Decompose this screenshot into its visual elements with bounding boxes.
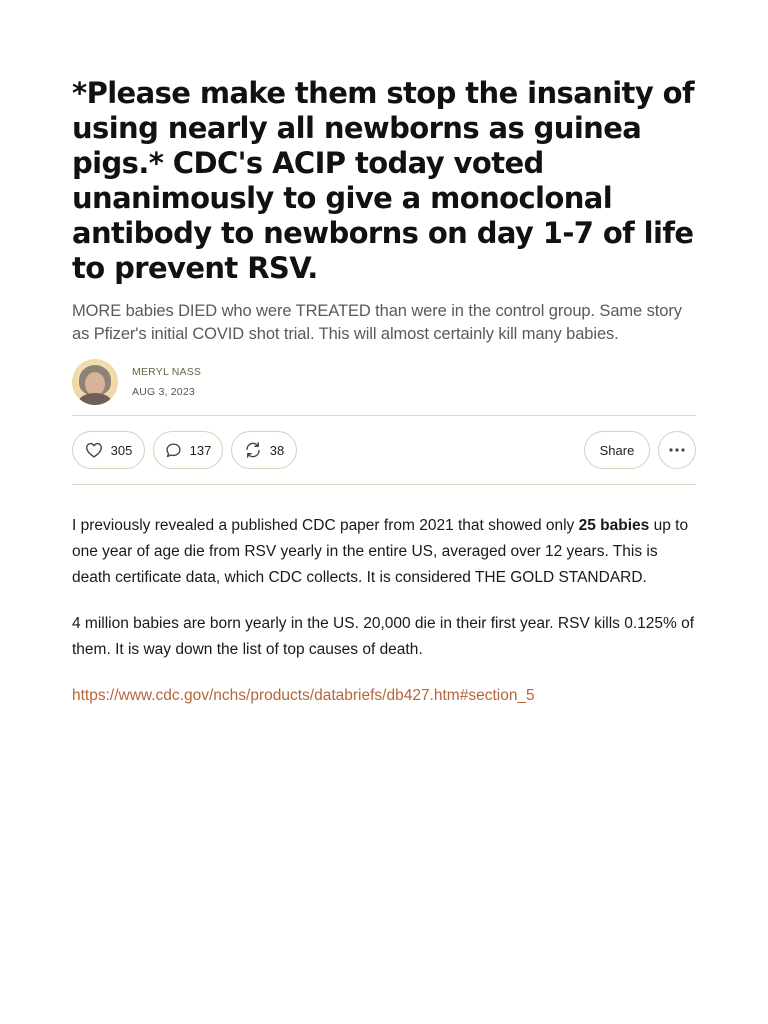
p1-text-end: up to one year of age die from RSV yearly in the entire US, averaged over 12 years. This is death certificate data, which CDC collects. It is considered THE GOLD STANDARD. [72,517,689,586]
body-paragraph-1 [72,513,696,591]
post-date: AUG 3, 2023 [132,386,195,398]
speech-bubble-icon [165,442,182,459]
p1-text-start: I previously revealed a published CDC paper from 2021 that showed only [72,517,579,534]
divider-bottom [72,484,696,485]
post-actions-bar [72,416,696,484]
share-button[interactable] [584,431,650,469]
heart-icon [85,442,103,458]
like-button[interactable] [72,431,145,469]
comment-count: 137 [189,442,212,458]
body-paragraph-3 [72,683,696,709]
byline-text [132,362,201,402]
byline [72,358,696,406]
restack-count: 38 [269,442,285,458]
like-count: 305 [110,442,133,458]
cdc-databrief-link[interactable]: https://www.cdc.gov/nchs/products/databriefs/db427.htm#section_5 [72,687,535,704]
avatar-shoulders [78,393,112,405]
share-label: Share [599,442,635,458]
more-options-button[interactable] [658,431,696,469]
author-avatar[interactable] [72,359,118,405]
p1-bold-text: 25 babies [578,517,650,534]
restack-arrows-icon [244,441,262,459]
post-title: *Please make them stop the insanity of using nearly all newborns as guinea pigs.* CDC's ACIP today voted unanimously to give a monoclonal antibody to newborns on day 1-7 of life to prevent RSV. [72,76,694,285]
ellipsis-icon [669,448,685,452]
comment-button[interactable] [153,431,223,469]
restack-button[interactable] [231,431,297,469]
post-subtitle: MORE babies DIED who were TREATED than were in the control group. Same story as Pfizer's initial COVID shot trial. This will almost certainly kill many babies. [72,302,682,343]
body-paragraph-2: 4 million babies are born yearly in the US. 20,000 die in their first year. RSV kills 0.125% of them. It is way down the list of top causes of death. [72,615,695,658]
author-name[interactable]: MERYL NASS [132,366,202,378]
